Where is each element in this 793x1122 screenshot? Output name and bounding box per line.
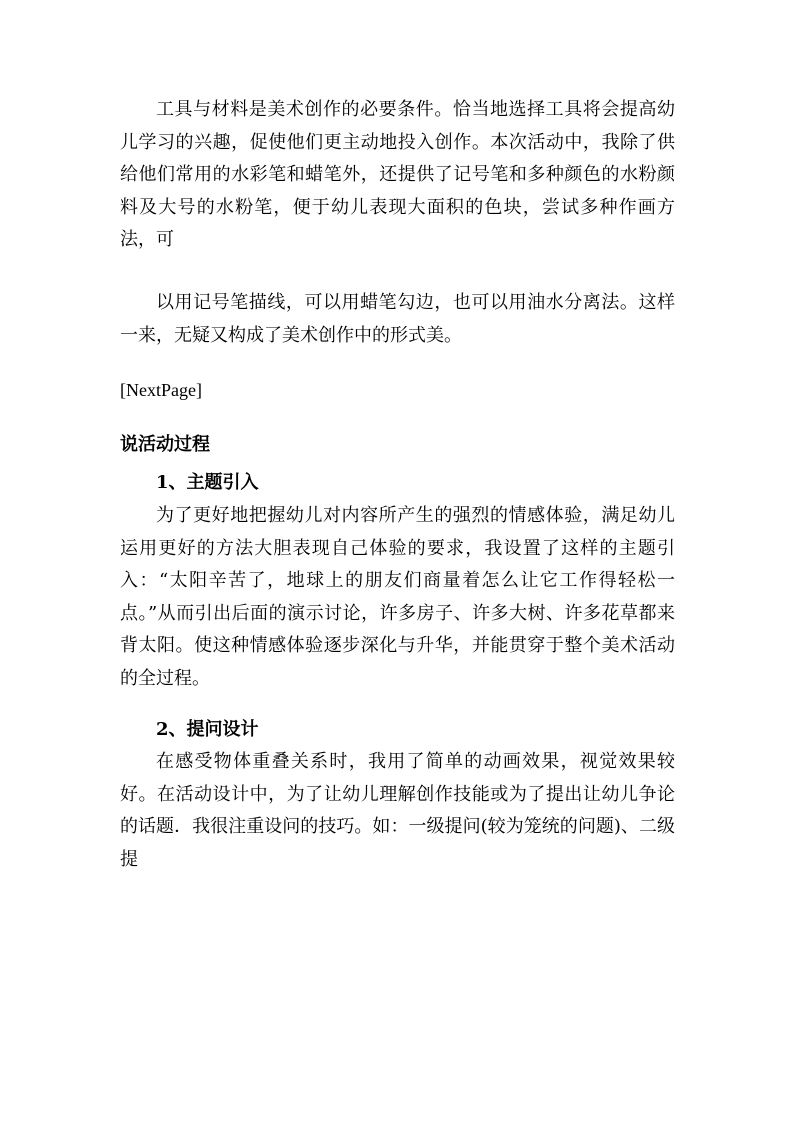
paragraph-tools-materials: 工具与材料是美术创作的必要条件。恰当地选择工具将会提高幼儿学习的兴趣，促使他们更主动地投入创作。本次活动中，我除了供给他们常用的水彩笔和蜡笔外，还提供了记号笔和多种颜色的水粉颜料及大号的水粉笔，便于幼儿表现大面积的色块，尝试多种作画方法，可 bbox=[120, 99, 675, 251]
paragraph-question-design: 在感受物体重叠关系时，我用了简单的动画效果，视觉效果较好。在活动设计中，为了让幼儿理解创作技能或为了提出让幼儿争论的话题．我很注重设问的技巧。如：一级提问(较为笼统的问题)、二级提 bbox=[120, 751, 675, 870]
paragraph-gap bbox=[120, 352, 675, 374]
paragraph-gap bbox=[120, 407, 675, 429]
paragraph-theme-intro: 为了更好地把握幼儿对内容所产生的强烈的情感体验，满足幼儿运用更好的方法大胆表现自己体验的要求，我设置了这样的主题引入：“太阳辛苦了，地球上的朋友们商量着怎么让它工作得轻松一点。”从而引出后面的演示讨论，许多房子、许多大树、许多花草都来背太阳。使这种情感体验逐步深化与升华，并能贯穿于整个美术活动的全过程。 bbox=[120, 504, 675, 689]
document-page bbox=[120, 94, 675, 876]
subheading-theme-intro: 1、主题引入 bbox=[156, 472, 259, 494]
paragraph-gap bbox=[120, 696, 675, 714]
subheading-question-design: 2、提问设计 bbox=[156, 718, 259, 740]
paragraph-drawing-methods: 以用记号笔描线，可以用蜡笔勾边，也可以用油水分离法。这样一来，无疑又构成了美术创作中的形式美。 bbox=[120, 291, 675, 346]
section-heading: 说活动过程 bbox=[120, 433, 210, 455]
paragraph-gap bbox=[120, 257, 675, 287]
page-break-marker: [NextPage] bbox=[120, 380, 202, 401]
